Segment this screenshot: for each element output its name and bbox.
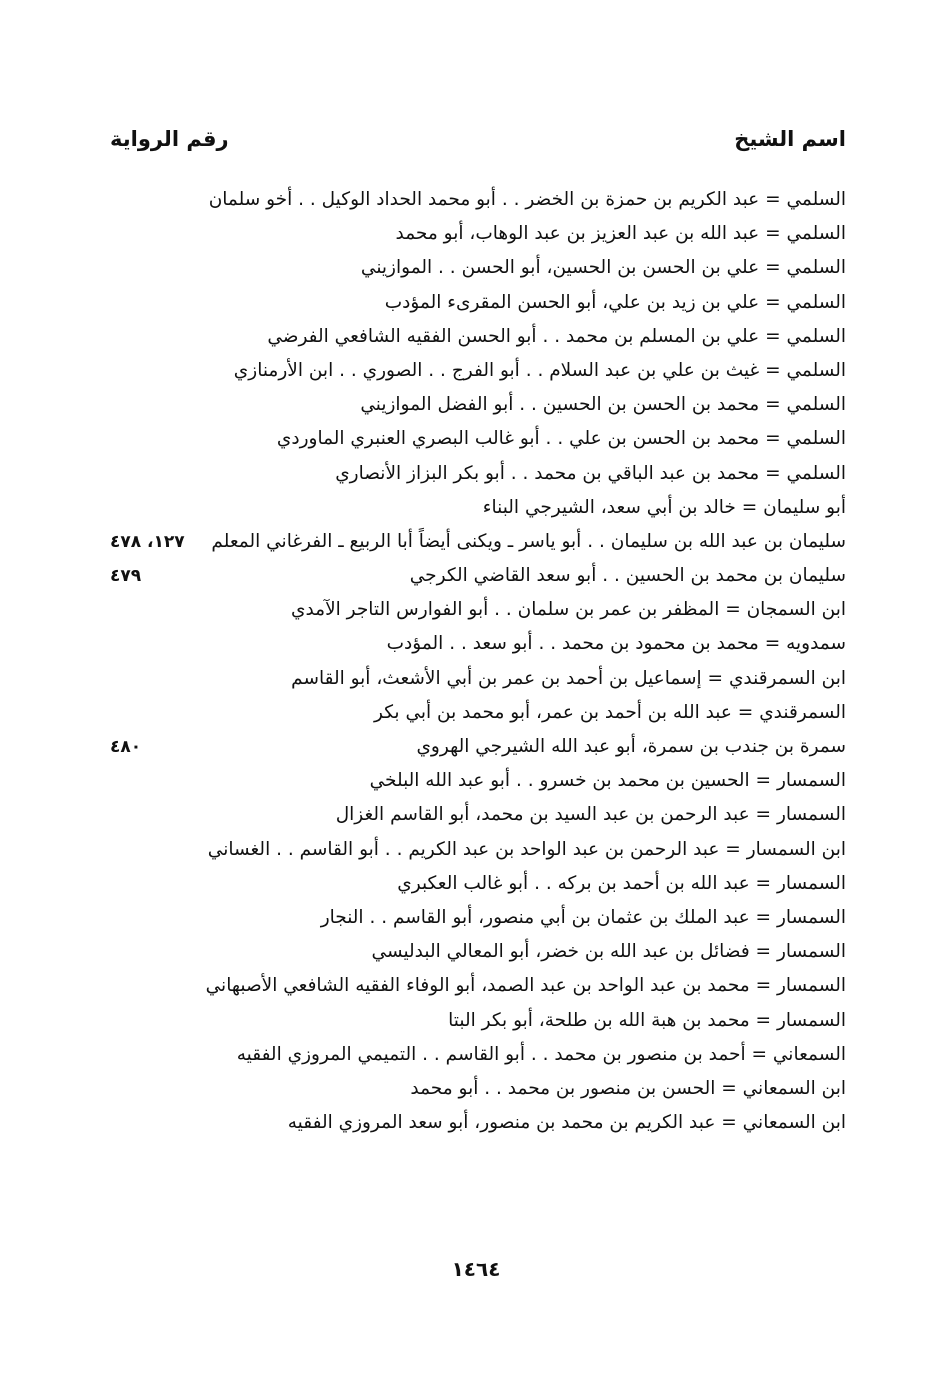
index-entry — [110, 1004, 846, 1038]
index-entry — [110, 1038, 846, 1072]
index-entry — [110, 183, 846, 217]
index-entry — [110, 798, 846, 832]
index-entry — [110, 764, 846, 798]
entry-text: السلمي = علي بن زيد بن علي، أبو الحسن المقرىء المؤدب — [384, 291, 846, 313]
entry-text: السلمي = محمد بن الحسن بن الحسين . . أبو الفضل الموازيني — [360, 394, 846, 416]
entry-text: ابن السمرقندي = إسماعيل بن أحمد بن عمر بن أبي الأشعث، أبو القاسم — [291, 667, 846, 689]
narration-number-header: رقم الرواية — [110, 127, 229, 151]
index-entry — [110, 969, 846, 1003]
entry-narration-number: ١٢٧، ٤٧٨ — [110, 531, 185, 552]
index-entry — [110, 867, 846, 901]
entry-text: أبو سليمان = خالد بن أبي سعد، الشيرجي البناء — [482, 496, 846, 518]
entry-text: السلمي = غيث بن علي بن عبد السلام . . أبو الفرج . . الصوري . . ابن الأرمنازي — [233, 359, 846, 381]
entry-text: السمسار = فضائل بن عبد الله بن خضر، أبو المعالي البدليسي — [371, 941, 846, 963]
index-entry — [110, 1106, 846, 1140]
index-entry — [110, 627, 846, 661]
entry-text: ابن السمسار = عبد الرحمن بن عبد الواحد بن عبد الكريم . . أبو القاسم . . الغساني — [207, 838, 846, 860]
entry-text: السلمي = محمد بن عبد الباقي بن محمد . . أبو بكر البزاز الأنصاري — [335, 462, 846, 484]
entry-text: السلمي = علي بن المسلم بن محمد . . أبو الحسن الفقيه الشافعي الفرضي — [267, 325, 846, 347]
shaykh-name-header: اسم الشيخ — [734, 127, 846, 151]
index-entry — [110, 730, 846, 764]
entry-text: سمدويه = محمد بن محمود بن محمد . . أبو سعد . . المؤدب — [386, 633, 846, 655]
index-entry — [110, 559, 846, 593]
index-entry — [110, 286, 846, 320]
page-number: ١٤٦٤ — [451, 1257, 501, 1281]
entry-text: سمرة بن جندب بن سمرة، أبو عبد الله الشيرجي الهروي — [416, 736, 846, 757]
index-entry — [110, 662, 846, 696]
entry-text: السمسار = محمد بن عبد الواحد بن عبد الصمد، أبو الوفاء الفقيه الشافعي الأصبهاني — [205, 975, 846, 997]
index-entry — [110, 1072, 846, 1106]
entry-text: السمرقندي = عبد الله بن أحمد بن عمر، أبو محمد بن أبي بكر — [374, 701, 846, 723]
entry-text: ابن السمعاني = عبد الكريم بن محمد بن منصور، أبو سعد المروزي الفقيه — [287, 1112, 846, 1134]
entry-text: سليمان بن محمد بن الحسين . . أبو سعد القاضي الكرجي — [409, 565, 846, 587]
entry-narration-number: ٤٧٩ — [110, 566, 142, 587]
entry-text: السلمي = محمد بن الحسن بن علي . . أبو غالب البصري العنبري الماوردي — [276, 428, 846, 450]
index-entry — [110, 935, 846, 969]
entry-text: السمسار = عبد الملك بن عثمان بن أبي منصور، أبو القاسم . . النجار — [320, 906, 846, 928]
entry-text: السمسار = عبد الرحمن بن عبد السيد بن محمد، أبو القاسم الغزال — [335, 804, 846, 826]
index-entry — [110, 491, 846, 525]
index-entry — [110, 217, 846, 251]
index-entry — [110, 388, 846, 422]
entry-text: السمسار = محمد بن هبة الله بن طلحة، أبو بكر البتا — [448, 1009, 846, 1031]
entry-text: السلمي = عبد الكريم بن حمزة بن الخضر . . أبو محمد الحداد الوكيل . . أخو سلمان — [208, 189, 846, 210]
entry-text: السمسار = عبد الله بن أحمد بن بركه . . أبو غالب العكبري — [397, 872, 846, 894]
entry-text: ابن السمعاني = الحسن بن منصور بن محمد . . أبو محمد — [410, 1077, 846, 1099]
index-entry — [110, 696, 846, 730]
index-entry — [110, 525, 846, 559]
index-entry — [110, 901, 846, 935]
shaykh-index-list — [110, 183, 846, 1140]
index-entry — [110, 593, 846, 627]
entry-text: السمسار = الحسين بن محمد بن خسرو . . أبو عبد الله البلخي — [369, 770, 846, 792]
index-entry — [110, 457, 846, 491]
entry-text: السمعاني = أحمد بن منصور بن محمد . . أبو القاسم . . التميمي المروزي الفقيه — [236, 1043, 846, 1065]
index-entry — [110, 354, 846, 388]
index-entry — [110, 833, 846, 867]
index-entry — [110, 320, 846, 354]
index-entry — [110, 251, 846, 285]
entry-text: ابن السمجان = المظفر بن عمر بن سلمان . . أبو الفوارس التاجر الآمدي — [290, 599, 846, 621]
entry-text: سليمان بن عبد الله بن سليمان . . أبو ياسر ـ ويكنى أيضاً أبا الربيع ـ الفرغاني المعلم — [211, 530, 846, 552]
entry-text: السلمي = عبد الله بن عبد العزيز بن عبد الوهاب، أبو محمد — [395, 223, 846, 245]
entry-narration-number: ٤٨٠ — [110, 737, 142, 757]
entry-text: السلمي = علي بن الحسن بن الحسين، أبو الحسن . . الموازيني — [360, 257, 846, 279]
index-entry — [110, 422, 846, 456]
